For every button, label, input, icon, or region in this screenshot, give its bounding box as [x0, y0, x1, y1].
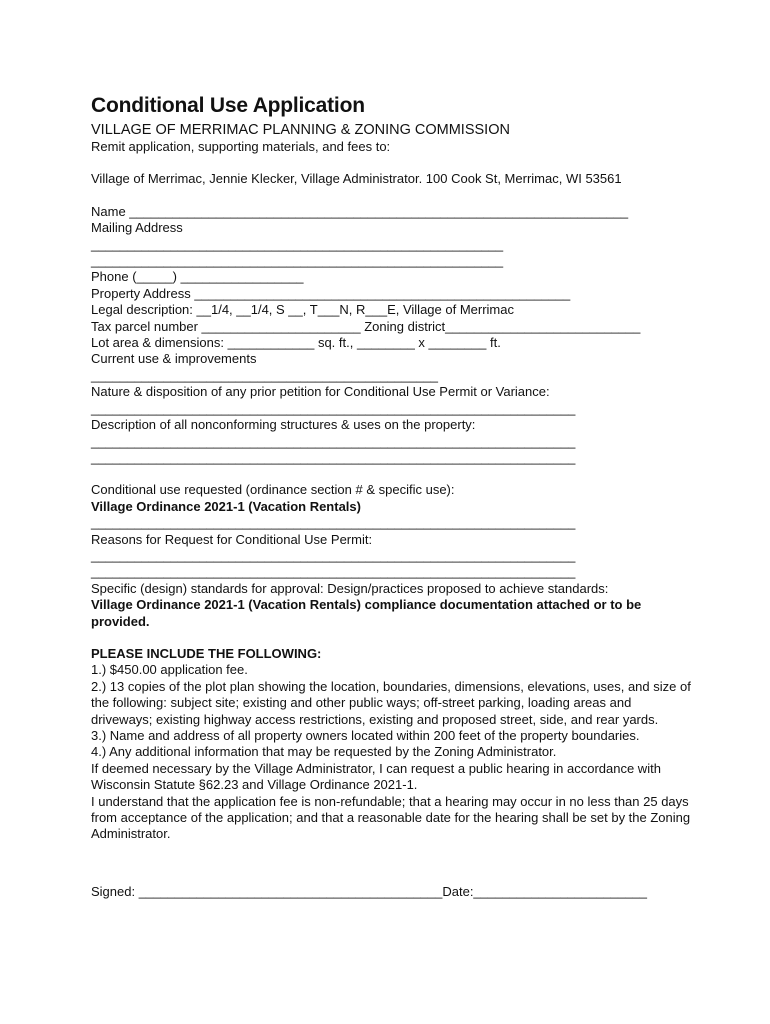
fee-acknowledgement: I understand that the application fee is non-refundable; that a hearing may occur in no less than 25 days from acceptance of the application; and that a reasonable date for the hearing shall be set by the Zoning Administrator.	[91, 793, 691, 842]
signature-date-line[interactable]: Signed: __________________________________________Date:________________________	[91, 883, 647, 899]
prior-petition-label: Nature & disposition of any prior petition for Conditional Use Permit or Variance:	[91, 384, 550, 400]
mailing-address-line-1[interactable]: _________________________________________________________	[91, 236, 504, 252]
standards-label: Specific (design) standards for approval: Design/practices proposed to achieve standards:	[91, 580, 609, 596]
legal-description-field[interactable]: Legal description: __1/4, __1/4, S __, T___N, R___E, Village of Merrimac	[91, 302, 514, 318]
standards-value: Village Ordinance 2021-1 (Vacation Rentals) compliance documentation attached or to be provided.	[91, 597, 642, 629]
application-form	[91, 93, 691, 900]
include-heading: PLEASE INCLUDE THE FOLLOWING:	[91, 645, 322, 661]
include-item-fee: 1.) $450.00 application fee.	[91, 662, 248, 678]
lot-area-field[interactable]: Lot area & dimensions: ____________ sq. ft., ________ x ________ ft.	[91, 335, 501, 351]
nonconforming-line-2[interactable]: ___________________________________________________________________	[91, 449, 576, 465]
hearing-statement: If deemed necessary by the Village Administrator, I can request a public hearing in accordance with Wisconsin Statute §62.23 and Village Ordinance 2021-1.	[91, 760, 661, 793]
phone-field[interactable]: Phone (_____) _________________	[91, 269, 304, 285]
current-use-label: Current use & improvements	[91, 351, 257, 367]
include-item-plot-plan: 2.) 13 copies of the plot plan showing the location, boundaries, dimensions, elevations, uses, and size of the following: subject site; existing and other public ways; off-street parking, loading areas and driveways; existing highway access restrictions, existing and proposed street, side, and rear yards.	[91, 678, 691, 727]
current-use-line[interactable]: ________________________________________________	[91, 367, 439, 383]
reasons-line-1[interactable]: ___________________________________________________________________	[91, 547, 576, 563]
include-item-additional: 4.) Any additional information that may be requested by the Zoning Administrator.	[91, 744, 557, 760]
nonconforming-line-1[interactable]: ___________________________________________________________________	[91, 433, 576, 449]
commission-name: VILLAGE OF MERRIMAC PLANNING & ZONING COMMISSION	[91, 122, 510, 138]
conditional-use-label: Conditional use requested (ordinance section # & specific use):	[91, 482, 455, 498]
property-address-field[interactable]: Property Address ____________________________________________________	[91, 285, 571, 301]
page-title: Conditional Use Application	[91, 94, 365, 117]
prior-petition-line[interactable]: ___________________________________________________________________	[91, 400, 576, 416]
mailing-address-label: Mailing Address	[91, 220, 183, 236]
tax-parcel-field[interactable]: Tax parcel number ______________________ Zoning district___________________________	[91, 318, 641, 334]
reasons-line-2[interactable]: ___________________________________________________________________	[91, 564, 576, 580]
conditional-use-line[interactable]: ___________________________________________________________________	[91, 515, 576, 531]
nonconforming-label: Description of all nonconforming structures & uses on the property:	[91, 417, 476, 433]
conditional-use-value: Village Ordinance 2021-1 (Vacation Rentals)	[91, 498, 361, 514]
name-field[interactable]: Name _____________________________________________________________________	[91, 203, 629, 219]
include-item-owners: 3.) Name and address of all property owners located within 200 feet of the property boundaries.	[91, 728, 640, 743]
reasons-label: Reasons for Request for Conditional Use Permit:	[91, 531, 373, 547]
remit-instruction: Remit application, supporting materials, and fees to:	[91, 139, 391, 154]
mailing-address-line-2[interactable]: _________________________________________________________	[91, 253, 504, 269]
remit-address: Village of Merrimac, Jennie Klecker, Village Administrator. 100 Cook St, Merrimac, WI 53561	[91, 171, 622, 187]
